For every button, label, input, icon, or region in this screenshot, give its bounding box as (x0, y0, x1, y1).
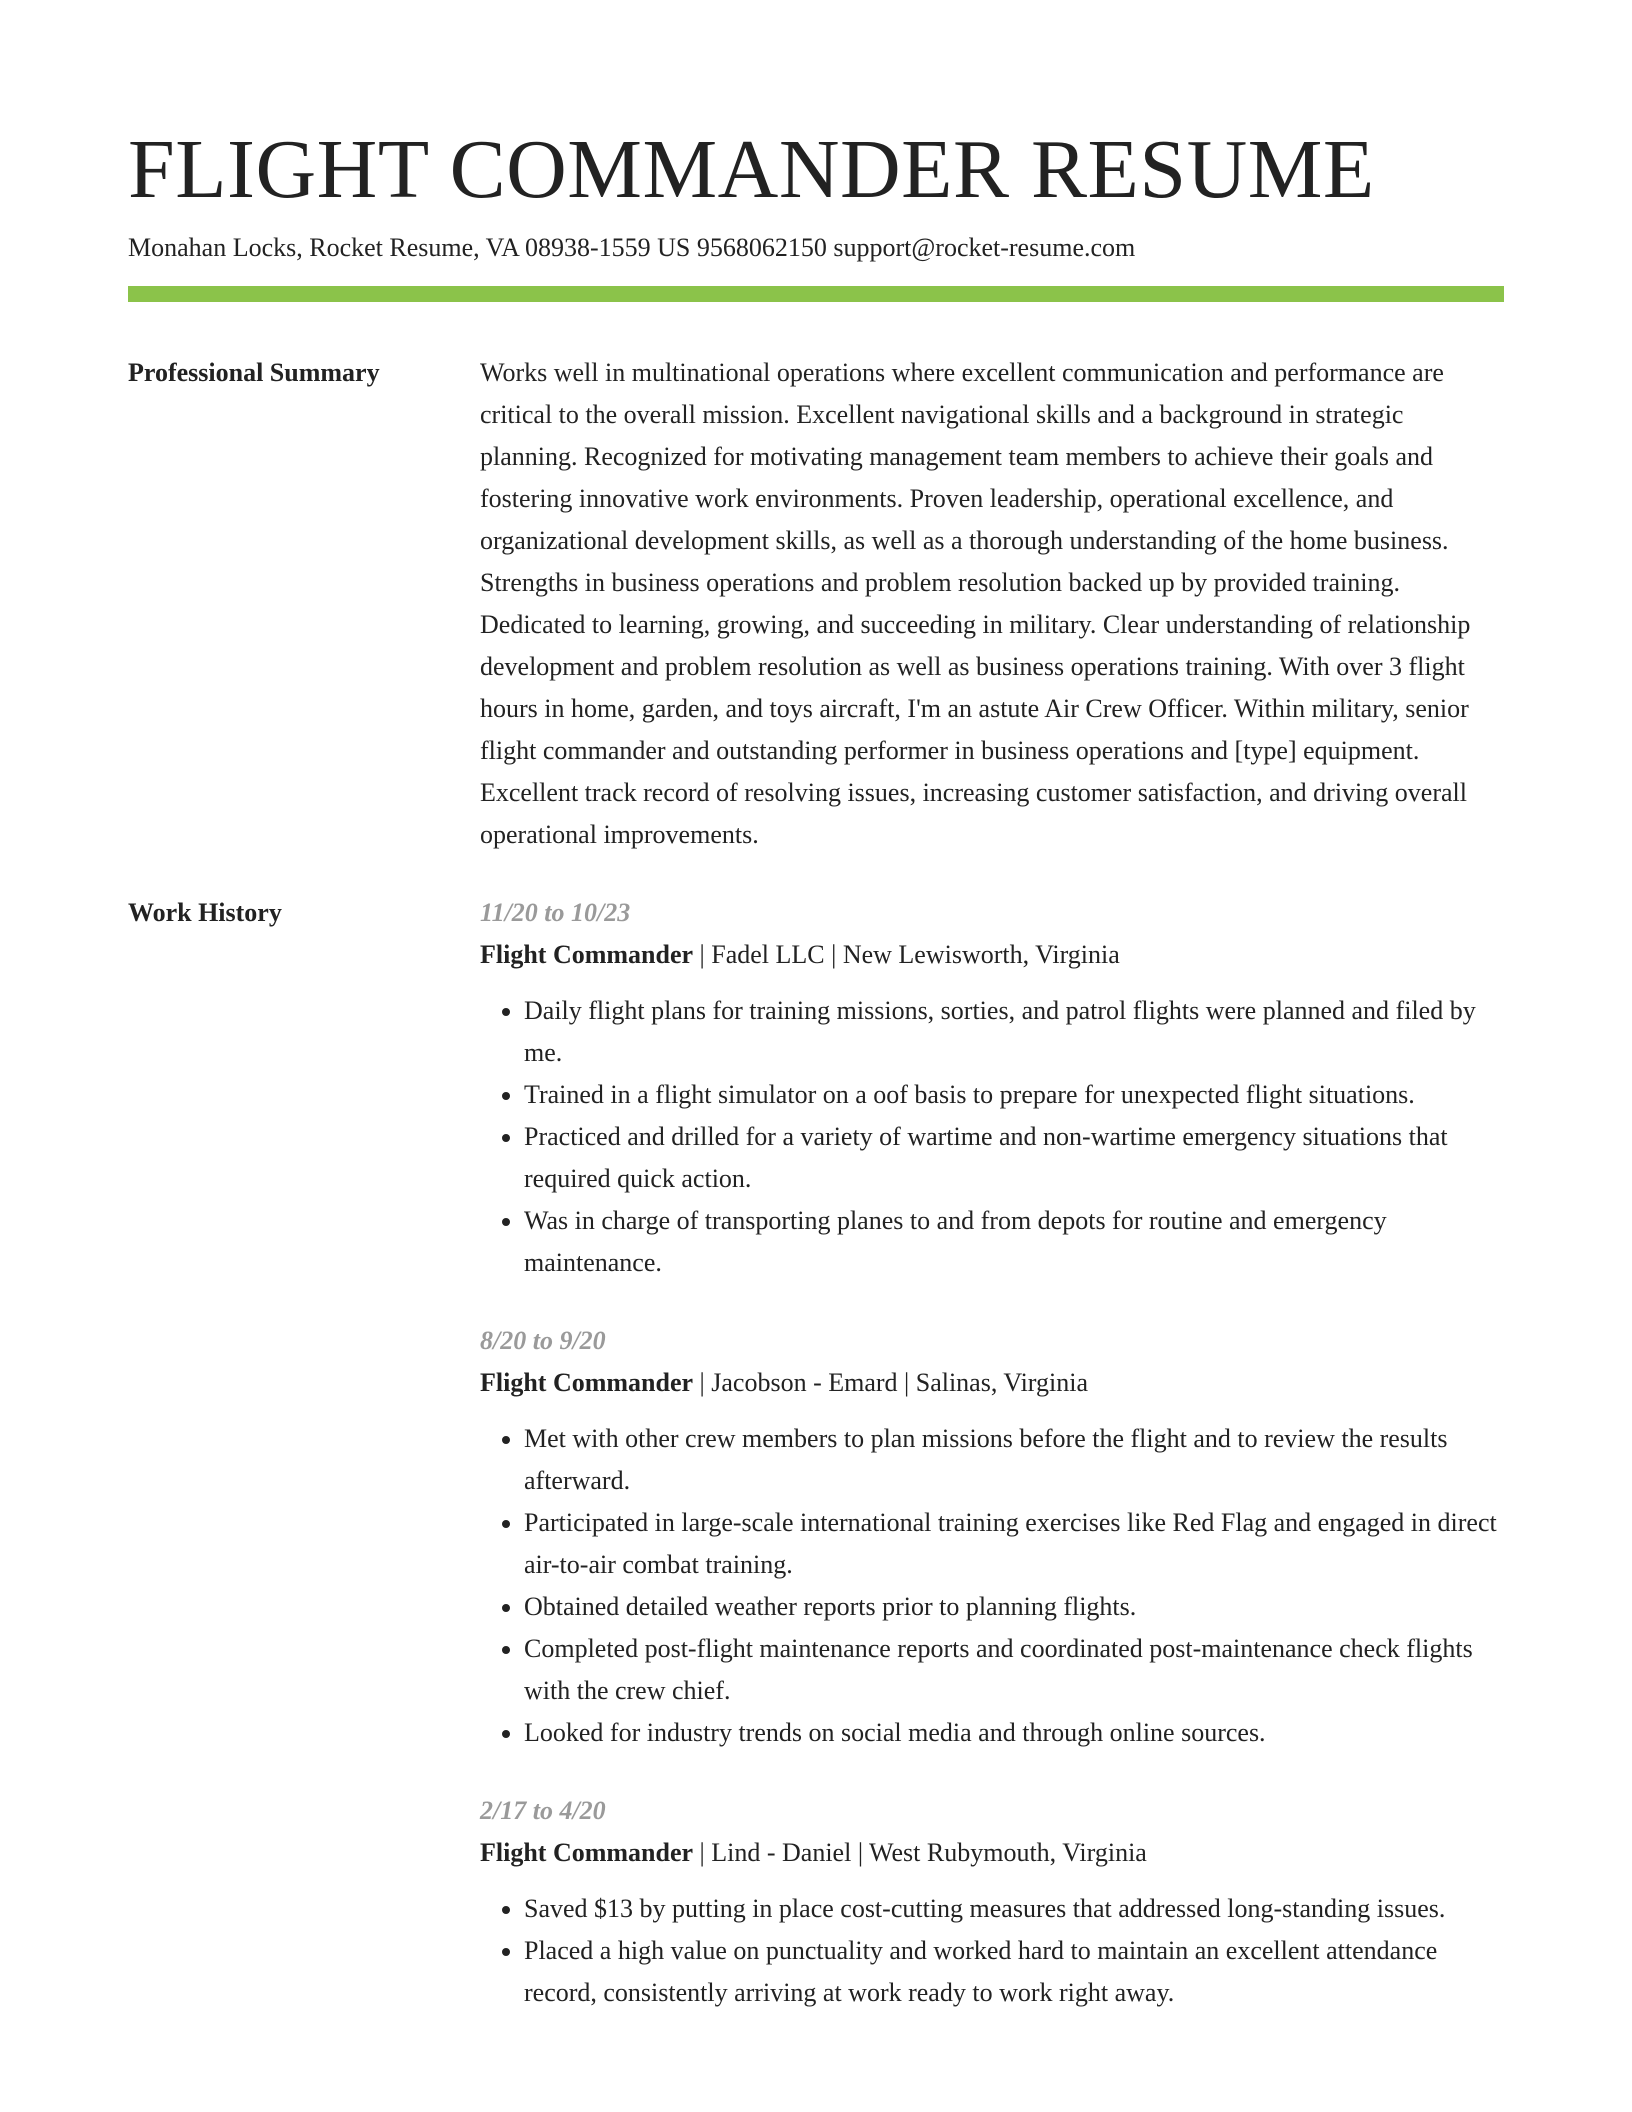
job-details: | Jacobson - Emard | Salinas, Virginia (693, 1368, 1088, 1397)
job-bullet: • Was in charge of transporting planes to and from depots for routine and emergency maintenance. (524, 1200, 1504, 1284)
job-entry (480, 1320, 1504, 1754)
job-dates: 11/20 to 10/23 (480, 898, 631, 927)
job-title: Flight Commander (480, 940, 694, 969)
job-bullet: • Saved $13 by putting in place cost-cutting measures that addressed long-standing issues. (524, 1888, 1504, 1930)
job-heading (480, 934, 1504, 976)
job-bullet: • Participated in large-scale international training exercises like Red Flag and engaged in direct air-to-air combat training. (524, 1502, 1504, 1586)
job-details: | Fadel LLC | New Lewisworth, Virginia (693, 940, 1120, 969)
job-bullet: • Obtained detailed weather reports prior to planning flights. (524, 1586, 1504, 1628)
job-details: | Lind - Daniel | West Rubymouth, Virginia (693, 1838, 1147, 1867)
professional-summary-section (128, 352, 1504, 856)
job-bullet: • Daily flight plans for training missions, sorties, and patrol flights were planned and filed by me. (524, 990, 1504, 1074)
section-heading: Professional Summary (128, 358, 380, 387)
job-bullet: • Placed a high value on punctuality and worked hard to maintain an excellent attendance record, consistently arriving at work ready to work right away. (524, 1930, 1504, 2014)
job-bullet: • Completed post-flight maintenance reports and coordinated post-maintenance check flights with the crew chief. (524, 1628, 1504, 1712)
job-bullet-list (480, 1888, 1504, 2014)
summary-text: Works well in multinational operations where excellent communication and performance are critical to the overall mission. Excellent navigational skills and a background in strategic planning. Recognized for motivating management team members to achieve their goals and fostering innovative work environments. Proven leadership, operational excellence, and organizational development skills, as well as a thorough understanding of the home business. Strengths in business operations and problem resolution backed up by provided training. Dedicated to learning, growing, and succeeding in military. Clear understanding of relationship development and problem resolution as well as business operations training. With over 3 flight hours in home, garden, and toys aircraft, I'm an astute Air Crew Officer. Within military, senior flight commander and outstanding performer in business operations and [type] equipment. Excellent track record of resolving issues, increasing customer satisfaction, and driving overall operational improvements. (480, 358, 1471, 849)
job-entry (480, 892, 1504, 1284)
section-body (480, 892, 1504, 2014)
section-body (480, 352, 1504, 856)
job-bullet: • Practiced and drilled for a variety of wartime and non-wartime emergency situations that required quick action. (524, 1116, 1504, 1200)
job-title: Flight Commander (480, 1368, 694, 1397)
section-heading: Work History (128, 898, 282, 927)
resume-title: FLIGHT COMMANDER RESUME (128, 123, 1375, 216)
job-heading (480, 1362, 1504, 1404)
job-dates: 8/20 to 9/20 (480, 1326, 606, 1355)
job-entry (480, 1790, 1504, 2014)
job-title: Flight Commander (480, 1838, 694, 1867)
contact-info: Monahan Locks, Rocket Resume, VA 08938-1559 US 9568062150 support@rocket-resume.com (128, 233, 1136, 262)
job-bullet: • Met with other crew members to plan missions before the flight and to review the results afterward. (524, 1418, 1504, 1502)
work-history-section (128, 892, 1504, 2014)
job-bullet: • Looked for industry trends on social media and through online sources. (524, 1712, 1504, 1754)
resume-page (128, 0, 1504, 2014)
job-bullet: • Trained in a flight simulator on a oof basis to prepare for unexpected flight situations. (524, 1074, 1504, 1116)
job-bullet-list (480, 990, 1504, 1284)
job-bullet-list (480, 1418, 1504, 1754)
header-divider (128, 286, 1504, 302)
job-heading (480, 1832, 1504, 1874)
job-dates: 2/17 to 4/20 (480, 1796, 606, 1825)
